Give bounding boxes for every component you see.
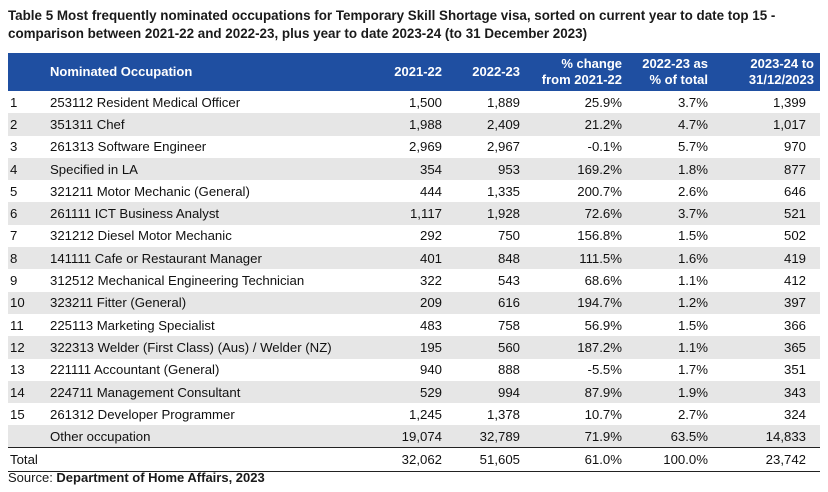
cell-rank: 7 <box>10 228 18 244</box>
cell-occupation: 225113 Marketing Specialist <box>50 317 215 333</box>
table-row <box>8 180 820 202</box>
cell-rank: 4 <box>10 161 18 177</box>
cell-share-of-total: 2.6% <box>677 183 708 199</box>
cell-share-of-total: 1.5% <box>677 317 708 333</box>
cell-2022-23: 1,889 <box>486 94 520 110</box>
cell-2021-22: 1,988 <box>408 116 442 132</box>
cell-2022-23: 848 <box>497 250 520 266</box>
cell-2023-24: 324 <box>783 406 806 422</box>
cell-pct-change: 200.7% <box>577 183 622 199</box>
cell-occupation: 141111 Cafe or Restaurant Manager <box>50 250 262 266</box>
cell-pct-change: 72.6% <box>584 206 622 222</box>
table-row <box>8 136 820 158</box>
source-prefix: Source: <box>8 470 57 485</box>
cell-2021-22: 529 <box>419 384 442 400</box>
cell-2023-24: 1,399 <box>772 94 806 110</box>
cell-2023-24: 877 <box>783 161 806 177</box>
cell-share-of-total: 1.7% <box>677 362 708 378</box>
cell-occupation: Specified in LA <box>50 161 138 177</box>
cell-rank: 9 <box>10 273 18 289</box>
header-rank <box>8 53 44 91</box>
cell-2022-23: 616 <box>497 295 520 311</box>
cell-pct-change: 71.9% <box>584 428 622 444</box>
cell-rank: 1 <box>10 94 18 110</box>
cell-2022-23: 1,378 <box>486 406 520 422</box>
cell-2022-23: 1,928 <box>486 206 520 222</box>
cell-2023-24: 521 <box>783 206 806 222</box>
cell-2022-23: 560 <box>497 339 520 355</box>
cell-2021-22: 401 <box>419 250 442 266</box>
cell-rank: 12 <box>10 339 25 355</box>
cell-2023-24: 646 <box>783 183 806 199</box>
cell-2022-23: 758 <box>497 317 520 333</box>
cell-2021-22: 483 <box>419 317 442 333</box>
header-share-of-total: 2022-23 as % of total <box>642 56 708 87</box>
cell-pct-change: 194.7% <box>577 295 622 311</box>
cell-2022-23: 994 <box>497 384 520 400</box>
cell-share-of-total: 1.9% <box>677 384 708 400</box>
cell-pct-change: 21.2% <box>584 116 622 132</box>
source-note <box>8 470 265 485</box>
table-row <box>8 247 820 269</box>
cell-occupation: 221111 Accountant (General) <box>50 362 220 378</box>
cell-share-of-total: 2.7% <box>677 406 708 422</box>
cell-occupation: 322313 Welder (First Class) (Aus) / Welder (NZ) <box>50 339 332 355</box>
cell-2023-24: 970 <box>783 139 806 155</box>
cell-share-of-total: 5.7% <box>677 139 708 155</box>
cell-2021-22: 19,074 <box>401 428 442 444</box>
cell-rank: 6 <box>10 206 18 222</box>
cell-2021-22: 354 <box>419 161 442 177</box>
cell-2023-24: 412 <box>783 273 806 289</box>
header-2022-23: 2022-23 <box>472 64 520 79</box>
cell-2023-24: 351 <box>783 362 806 378</box>
header-occupation: Nominated Occupation <box>50 64 193 79</box>
cell-share-of-total: 1.1% <box>677 339 708 355</box>
cell-2022-23: 543 <box>497 273 520 289</box>
cell-occupation: 321212 Diesel Motor Mechanic <box>50 228 232 244</box>
cell-2021-22: 2,969 <box>408 139 442 155</box>
source-text: Department of Home Affairs, 2023 <box>56 470 265 485</box>
cell-2023-24: 419 <box>783 250 806 266</box>
cell-rank: 13 <box>10 362 25 378</box>
cell-rank: 15 <box>10 406 25 422</box>
table-row <box>8 425 820 447</box>
cell-rank <box>8 425 44 447</box>
cell-rank: 5 <box>10 183 18 199</box>
cell-occupation: 323211 Fitter (General) <box>50 295 187 311</box>
cell-pct-change: -0.1% <box>587 139 622 155</box>
cell-occupation: 261312 Developer Programmer <box>50 406 235 422</box>
cell-rank: 11 <box>10 317 24 333</box>
cell-share-of-total: 3.7% <box>677 94 708 110</box>
cell-2023-24: 343 <box>783 384 806 400</box>
cell-rank: 14 <box>10 384 25 400</box>
cell-pct-change: 156.8% <box>577 228 622 244</box>
table-header-row <box>8 53 820 91</box>
cell-2023-24: 397 <box>783 295 806 311</box>
cell-2021-22: 444 <box>419 183 442 199</box>
total-pct-change: 61.0% <box>526 448 628 472</box>
cell-rank: 3 <box>10 139 18 155</box>
table-row <box>8 225 820 247</box>
cell-pct-change: 68.6% <box>584 273 622 289</box>
cell-pct-change: 56.9% <box>584 317 622 333</box>
cell-pct-change: -5.5% <box>587 362 622 378</box>
cell-2023-24: 365 <box>783 339 806 355</box>
cell-rank: 2 <box>10 116 18 132</box>
table-row <box>8 158 820 180</box>
cell-2022-23: 888 <box>497 362 520 378</box>
cell-share-of-total: 1.8% <box>677 161 708 177</box>
cell-occupation: 253112 Resident Medical Officer <box>50 94 241 110</box>
total-row <box>8 448 820 472</box>
cell-share-of-total: 1.2% <box>677 295 708 311</box>
cell-share-of-total: 63.5% <box>670 428 708 444</box>
cell-share-of-total: 1.1% <box>677 273 708 289</box>
cell-2022-23: 953 <box>497 161 520 177</box>
cell-2022-23: 750 <box>497 228 520 244</box>
table-title: Table 5 Most frequently nominated occupations for Temporary Skill Shortage visa, sorted on current year to date top 15 - comparison between 2021-22 and 2022-23, plus year to date 2023-24 (to 31 December 2023) <box>8 8 776 41</box>
cell-2023-24: 502 <box>783 228 806 244</box>
cell-share-of-total: 4.7% <box>677 116 708 132</box>
cell-share-of-total: 1.6% <box>677 250 708 266</box>
cell-2021-22: 209 <box>419 295 442 311</box>
total-2023-24: 23,742 <box>714 448 820 472</box>
cell-occupation: 261313 Software Engineer <box>50 139 207 155</box>
cell-2021-22: 1,117 <box>409 206 442 222</box>
cell-share-of-total: 3.7% <box>677 206 708 222</box>
total-share-of-total: 100.0% <box>628 448 714 472</box>
cell-2022-23: 2,409 <box>486 116 520 132</box>
cell-rank: 10 <box>10 295 25 311</box>
table-row <box>8 91 820 113</box>
cell-2022-23: 1,335 <box>486 183 520 199</box>
header-2021-22: 2021-22 <box>394 64 442 79</box>
cell-occupation: Other occupation <box>50 428 151 444</box>
table-row <box>8 269 820 291</box>
header-2023-24: 2023-24 to 31/12/2023 <box>748 56 814 87</box>
cell-pct-change: 87.9% <box>584 384 622 400</box>
table-row <box>8 113 820 135</box>
cell-occupation: 261111 ICT Business Analyst <box>50 206 220 222</box>
table-row <box>8 381 820 403</box>
cell-2022-23: 32,789 <box>479 428 520 444</box>
table-row <box>8 336 820 358</box>
cell-2021-22: 1,500 <box>408 94 442 110</box>
cell-2021-22: 1,245 <box>408 406 442 422</box>
table-row <box>8 314 820 336</box>
cell-rank: 8 <box>10 250 18 266</box>
table-row <box>8 403 820 425</box>
cell-pct-change: 169.2% <box>577 161 622 177</box>
total-2021-22: 32,062 <box>370 448 448 472</box>
cell-pct-change: 111.5% <box>579 250 622 266</box>
table-row <box>8 202 820 224</box>
total-label: Total <box>8 448 370 472</box>
header-pct-change: % change from 2021-22 <box>541 56 622 87</box>
cell-pct-change: 187.2% <box>577 339 622 355</box>
cell-occupation: 351311 Chef <box>50 116 125 132</box>
cell-2021-22: 195 <box>419 339 442 355</box>
cell-occupation: 321211 Motor Mechanic (General) <box>50 183 250 199</box>
cell-2021-22: 292 <box>419 228 442 244</box>
total-2022-23: 51,605 <box>448 448 526 472</box>
cell-2021-22: 940 <box>419 362 442 378</box>
table-row <box>8 359 820 381</box>
cell-share-of-total: 1.5% <box>677 228 708 244</box>
table-row <box>8 292 820 314</box>
cell-pct-change: 25.9% <box>584 94 622 110</box>
cell-2023-24: 366 <box>783 317 806 333</box>
cell-occupation: 312512 Mechanical Engineering Technician <box>50 273 305 289</box>
cell-occupation: 224711 Management Consultant <box>50 384 241 400</box>
cell-2023-24: 14,833 <box>765 428 806 444</box>
occupation-table <box>8 53 820 472</box>
cell-2023-24: 1,017 <box>772 116 806 132</box>
cell-2021-22: 322 <box>419 273 442 289</box>
cell-pct-change: 10.7% <box>584 406 622 422</box>
cell-2022-23: 2,967 <box>486 139 520 155</box>
